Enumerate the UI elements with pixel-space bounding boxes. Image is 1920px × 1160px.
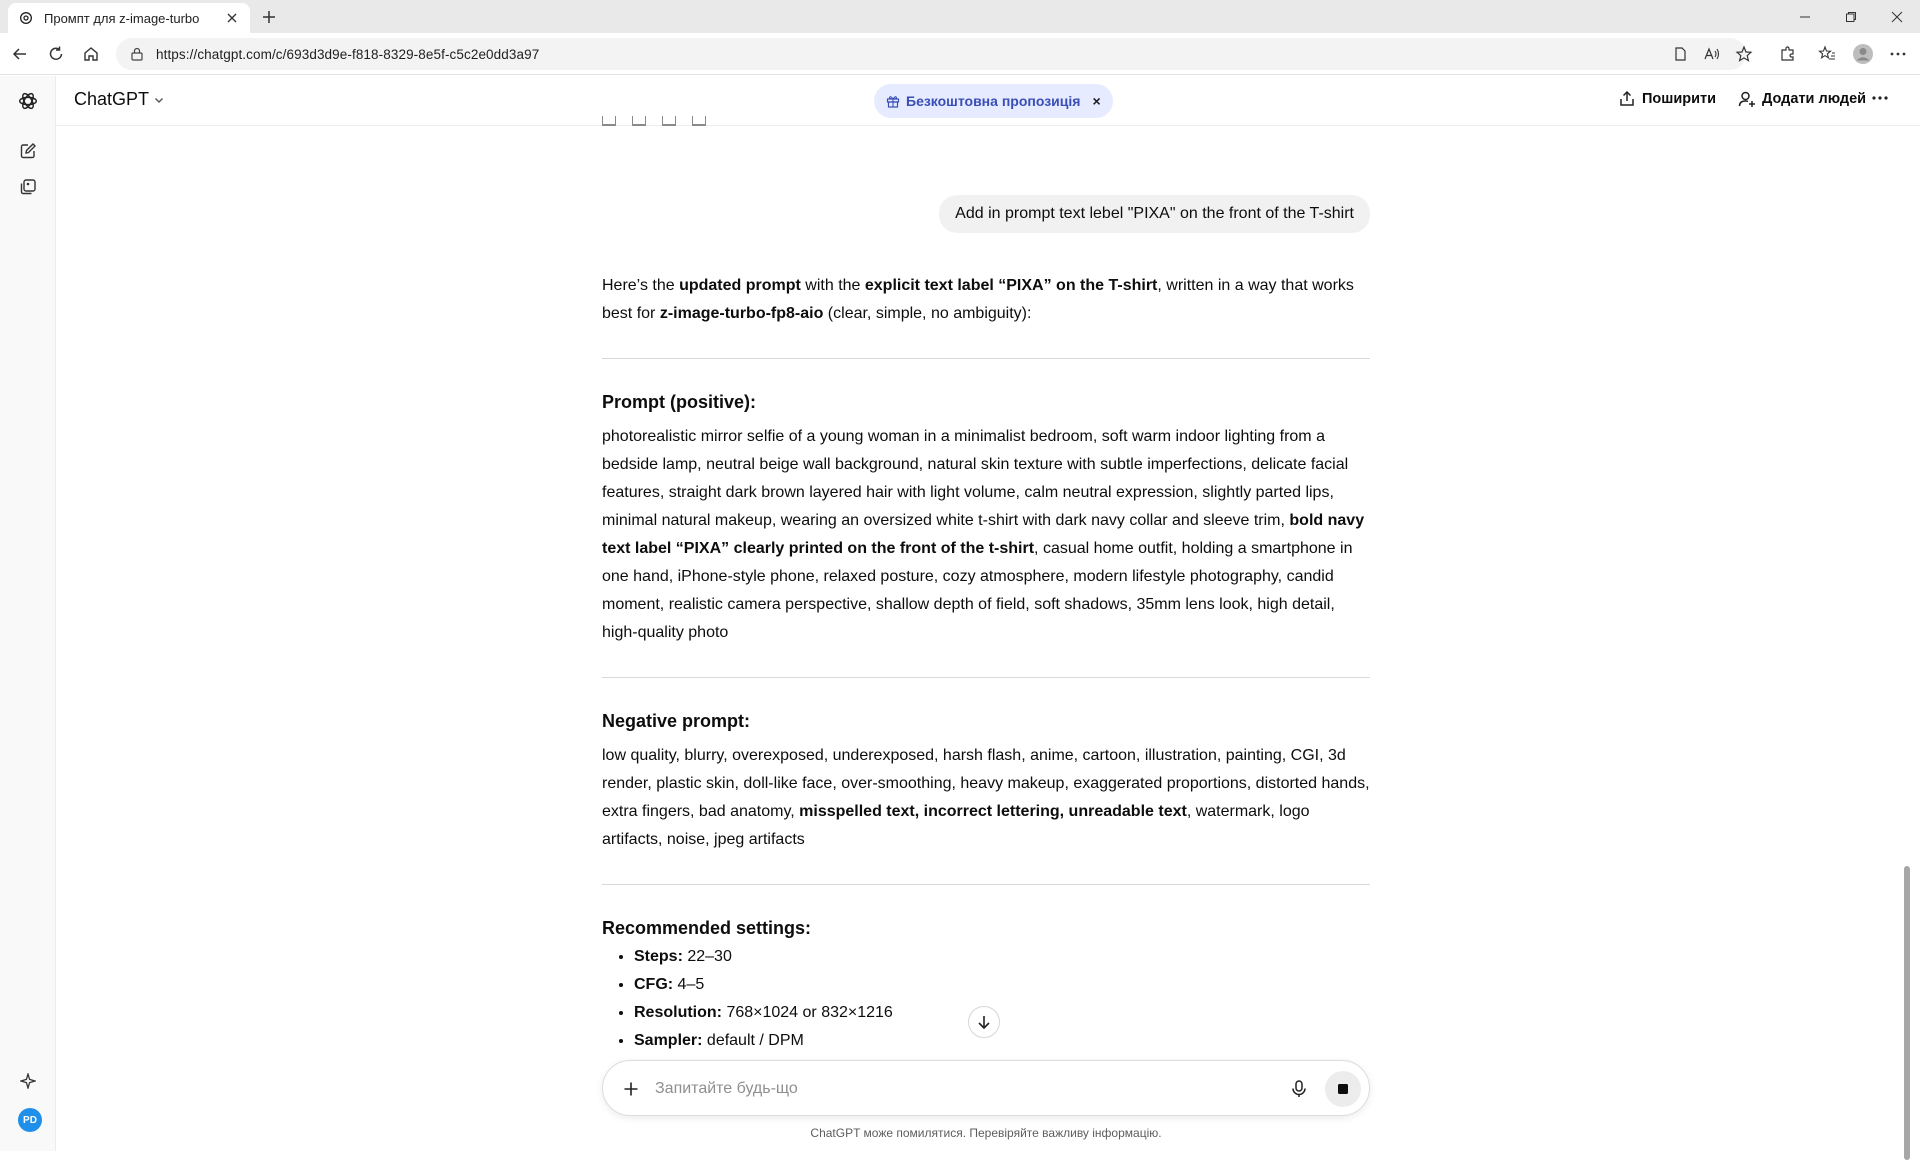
dictate-button[interactable]: [1287, 1077, 1311, 1101]
tab-close-icon[interactable]: [224, 10, 240, 26]
chatgpt-home-button[interactable]: [15, 88, 41, 114]
more-icon: [1872, 96, 1888, 100]
positive-prompt-text: photorealistic mirror selfie of a young woman in a minimalist bedroom, soft warm indoor lighting from a bedside lamp, neutral beige wall background, natural skin texture with subtle imperfections, delicate facial features, straight dark brown layered hair with light volume, calm neutral expression, slightly parted lips, minimal natural makeup, wearing an oversized white t-shirt with dark navy collar and sleeve trim, bold navy text label “PIXA” clearly printed on the front of the t-shirt, casual home outfit, holding a smartphone in one hand, iPhone-style phone, relaxed posture, cozy atmosphere, modern lifestyle photography, candid moment, realistic camera perspective, shallow depth of field, soft shadows, 35mm lens look, high detail, high-quality photo: [602, 428, 1365, 641]
star-icon: [1735, 45, 1753, 63]
minimize-button[interactable]: [1782, 0, 1828, 33]
chatgpt-app: [0, 76, 1920, 1151]
add-person-icon: [1738, 90, 1756, 108]
puzzle-icon: [1779, 45, 1797, 63]
chevron-down-icon: [153, 94, 165, 106]
divider: [602, 358, 1370, 359]
browser-tab[interactable]: [8, 3, 250, 33]
favorites-icon: [1818, 45, 1836, 63]
composer: [602, 1060, 1370, 1116]
profile-button[interactable]: [1851, 42, 1875, 66]
list-item: • CFG: 4–5: [634, 971, 1370, 999]
share-message-icon[interactable]: [692, 116, 706, 126]
settings-heading: Recommended settings:: [602, 918, 812, 938]
openai-logo-icon: [17, 90, 39, 112]
thumbs-down-icon[interactable]: [662, 116, 676, 126]
upgrade-button[interactable]: [15, 1068, 41, 1094]
url-text[interactable]: https://chatgpt.com/c/693d3d9e-f818-8329-8e5f-c5c2e0dd3a97: [156, 46, 540, 62]
home-button[interactable]: [79, 42, 103, 66]
list-item: • Steps: 22–30: [634, 943, 1370, 971]
new-tab-button[interactable]: [258, 6, 280, 28]
disclaimer: ChatGPT може помилятися. Перевіряйте важливу інформацію.: [810, 1126, 1162, 1140]
scrollbar-thumb[interactable]: [1904, 866, 1910, 1160]
stop-icon: [1337, 1083, 1349, 1095]
sidebar-rail: [0, 76, 56, 1151]
close-window-button[interactable]: [1874, 0, 1920, 33]
home-icon: [82, 45, 100, 63]
chatgpt-logo-icon: [18, 10, 34, 26]
model-selector[interactable]: [74, 89, 165, 110]
promo-badge[interactable]: [874, 84, 1113, 118]
microphone-icon: [1291, 1080, 1307, 1098]
browser-menu-button[interactable]: [1886, 42, 1910, 66]
sparkle-icon: [20, 1073, 36, 1089]
plus-icon: [623, 1081, 639, 1097]
edit-icon: [19, 142, 37, 160]
library-button[interactable]: [15, 174, 41, 200]
favorites-button[interactable]: [1815, 42, 1839, 66]
attach-button[interactable]: [619, 1077, 643, 1101]
negative-prompt-text: low quality, blurry, overexposed, underexposed, harsh flash, anime, cartoon, illustration, painting, CGI, 3d render, plastic skin, doll-like face, over-smoothing, heavy makeup, exaggerated proportions, distorted hands, extra fingers, bad anatomy, misspelled text, incorrect lettering, unreadable text, watermark, logo artifacts, noise, jpeg artifacts: [602, 747, 1370, 848]
divider: [602, 677, 1370, 678]
user-message: Add in prompt text lebel "PIXA" on the front of the T-shirt: [939, 195, 1370, 233]
scroll-to-bottom-button[interactable]: [968, 1006, 1000, 1038]
profile-avatar-icon: [1852, 43, 1874, 65]
minimize-icon: [1799, 11, 1811, 23]
browser-toolbar: [0, 33, 1920, 75]
answer-intro: Here’s the updated prompt with the explicit text label “PIXA” on the T-shirt, written in a way that works best for z-image-turbo-fp8-aio (clear, simple, no ambiguity):: [602, 277, 1354, 322]
new-chat-button[interactable]: [15, 138, 41, 164]
user-avatar[interactable]: PD: [18, 1108, 42, 1132]
page-icon: [1672, 46, 1688, 62]
more-icon: [1890, 52, 1906, 56]
reload-icon: [47, 45, 65, 63]
previous-message-actions: [602, 116, 706, 126]
favorite-button[interactable]: [1732, 42, 1756, 66]
add-people-label: Додати людей: [1762, 91, 1867, 107]
divider: [602, 884, 1370, 885]
read-aloud-icon: [1703, 46, 1721, 62]
model-name: ChatGPT: [74, 89, 150, 109]
reading-view-button[interactable]: [1668, 42, 1692, 66]
share-icon: [1618, 90, 1636, 108]
arrow-down-icon: [976, 1014, 992, 1030]
positive-prompt-heading: Prompt (positive):: [602, 392, 757, 412]
restore-button[interactable]: [1828, 0, 1874, 33]
browser-tab-bar: [0, 0, 1920, 33]
list-item: • Sampler: default / DPM: [634, 1027, 1370, 1055]
settings-list: [602, 943, 1370, 1055]
site-info-icon[interactable]: [130, 47, 144, 61]
promo-label: Безкоштовна пропозиція: [906, 93, 1081, 109]
list-item: • Resolution: 768×1024 or 832×1216: [634, 999, 1370, 1027]
chat-header: [56, 76, 1920, 126]
add-people-button[interactable]: [1738, 90, 1866, 108]
gift-icon: [886, 94, 900, 108]
close-icon: [1891, 11, 1903, 23]
prompt-input[interactable]: [655, 1075, 1255, 1103]
address-bar[interactable]: [116, 38, 1746, 70]
extensions-button[interactable]: [1776, 42, 1800, 66]
read-aloud-button[interactable]: [1700, 42, 1724, 66]
thumbs-up-icon[interactable]: [632, 116, 646, 126]
copy-icon[interactable]: [602, 116, 616, 126]
negative-prompt-heading: Negative prompt:: [602, 711, 751, 731]
back-button[interactable]: [8, 42, 32, 66]
share-button[interactable]: [1618, 90, 1716, 108]
promo-close-icon[interactable]: ×: [1092, 93, 1101, 109]
assistant-message: [602, 272, 1370, 1055]
restore-icon: [1845, 11, 1857, 23]
back-arrow-icon: [11, 45, 29, 63]
conversation-options-button[interactable]: [1872, 96, 1888, 100]
plus-icon: [261, 9, 277, 25]
share-label: Поширити: [1642, 91, 1717, 107]
reload-button[interactable]: [44, 42, 68, 66]
images-icon: [19, 178, 37, 196]
stop-button[interactable]: [1325, 1071, 1361, 1107]
tab-title: Промпт для z-image-turbo: [44, 10, 200, 26]
